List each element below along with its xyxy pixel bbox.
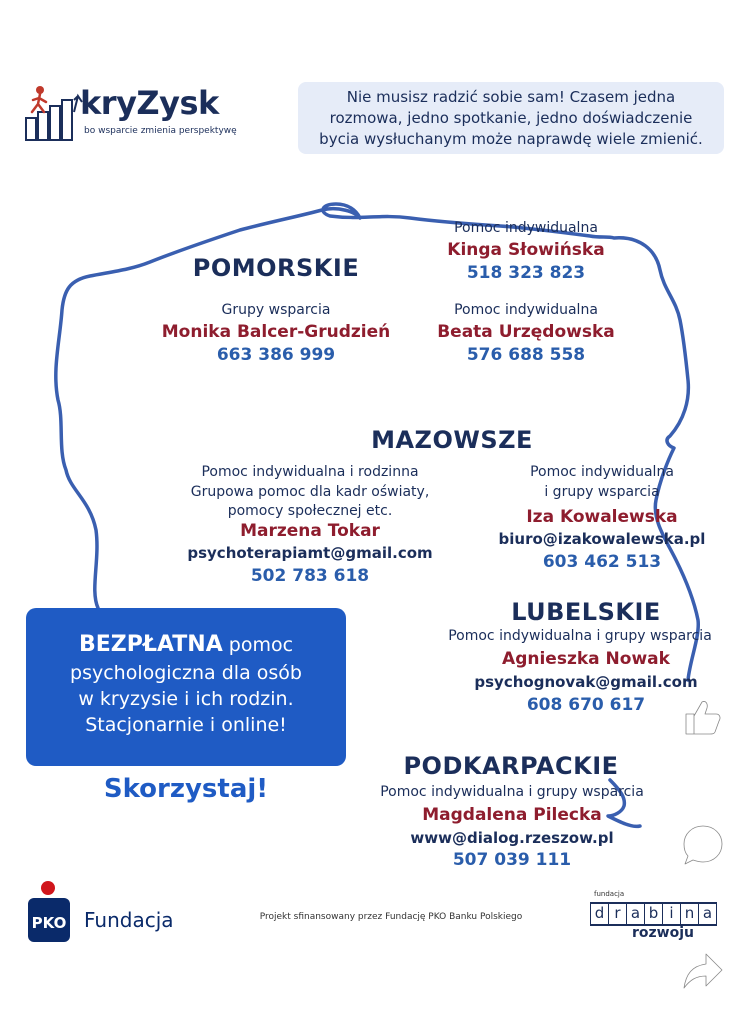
region-title-mazowsze: MAZOWSZE: [371, 426, 533, 454]
comment-icon: [680, 822, 726, 868]
drabina-small-label: fundacja: [594, 890, 625, 898]
pko-fundacja-logo: [24, 880, 184, 950]
contact-label: Pomoc indywidualna: [454, 220, 598, 236]
free-help-promo-box: [26, 608, 346, 766]
like-button[interactable]: [678, 694, 724, 740]
drabina-letter: n: [680, 904, 698, 924]
contact-name: Iza Kowalewska: [526, 507, 678, 527]
contact-name: Agnieszka Nowak: [502, 649, 670, 669]
drabina-letter: b: [644, 904, 662, 924]
region-title-lubelskie: LUBELSKIE: [511, 598, 661, 626]
region-title-podkarpackie: PODKARPACKIE: [403, 752, 619, 780]
pko-logo-icon: [24, 880, 76, 946]
quote-line-3: bycia wysłuchanym może naprawdę wiele zmienić.: [319, 130, 703, 148]
fundacja-label: Fundacja: [84, 908, 174, 932]
promo-bold: BEZPŁATNA: [78, 632, 223, 657]
contact-phone[interactable]: 576 688 558: [466, 345, 586, 365]
contact-email[interactable]: biuro@izakowalewska.pl: [498, 530, 706, 548]
promo-line-4: Stacjonarnie i online!: [85, 714, 287, 736]
contact-phone[interactable]: 603 462 513: [542, 552, 662, 572]
drabina-letter: r: [608, 904, 626, 924]
quote-line-1: Nie musisz radzić sobie sam! Czasem jedna: [346, 88, 676, 106]
quote-line-2: rozmowa, jedno spotkanie, jedno doświadczenie: [329, 109, 693, 127]
contact-phone[interactable]: 608 670 617: [526, 695, 646, 715]
comment-button[interactable]: [680, 822, 726, 868]
drabina-letter: a: [626, 904, 644, 924]
promo-line-1-rest: pomoc: [222, 634, 294, 656]
contact-label: Grupy wsparcia: [221, 302, 331, 318]
promo-line-3: w kryzysie i ich rodzin.: [78, 688, 294, 710]
contact-label: Pomoc indywidualna i rodzinna: [201, 464, 419, 480]
drabina-letters: [590, 902, 717, 926]
drabina-rozwoju-logo: [588, 892, 718, 946]
contact-name: Monika Balcer-Grudzień: [161, 322, 391, 342]
contact-label: pomocy społecznej etc.: [227, 503, 393, 519]
contact-label: Grupowa pomoc dla kadr oświaty,: [190, 484, 430, 500]
contact-phone[interactable]: 507 039 111: [452, 850, 572, 870]
contact-label: i grupy wsparcia: [544, 484, 660, 500]
share-icon: [680, 948, 726, 994]
share-button[interactable]: [680, 948, 726, 994]
stairs-person-icon: [24, 82, 84, 142]
drabina-letter: i: [662, 904, 680, 924]
logo-name: kryZysk: [80, 84, 219, 122]
contact-name: Beata Urzędowska: [437, 322, 615, 342]
contact-email[interactable]: www@dialog.rzeszow.pl: [410, 829, 614, 847]
drabina-letter: a: [698, 904, 717, 924]
contact-phone[interactable]: 518 323 823: [466, 263, 586, 283]
contact-label: Pomoc indywidualna: [454, 302, 598, 318]
contact-email[interactable]: psychognovak@gmail.com: [474, 673, 698, 691]
contact-phone[interactable]: 663 386 999: [216, 345, 336, 365]
drabina-rozwoju-label: rozwoju: [632, 925, 694, 941]
promo-line-1: [26, 632, 346, 657]
region-title-pomorskie: POMORSKIE: [192, 254, 360, 282]
logo-tagline: bo wsparcie zmienia perspektywę: [84, 126, 237, 136]
cta-text[interactable]: Skorzystaj!: [103, 774, 269, 804]
contact-label: Pomoc indywidualna i grupy wsparcia: [448, 628, 712, 644]
contact-email[interactable]: psychoterapiamt@gmail.com: [187, 544, 433, 562]
thumbs-up-icon: [678, 694, 724, 740]
contact-name: Marzena Tokar: [240, 521, 380, 541]
contact-phone[interactable]: 502 783 618: [250, 566, 370, 586]
project-note: Projekt sfinansowany przez Fundację PKO Banku Polskiego: [259, 912, 523, 922]
kryzysk-logo: [24, 82, 244, 144]
contact-label: Pomoc indywidualna: [530, 464, 674, 480]
contact-name: Magdalena Pilecka: [422, 805, 602, 825]
promo-line-2: psychologiczna dla osób: [70, 662, 302, 684]
contact-label: Pomoc indywidualna i grupy wsparcia: [380, 784, 644, 800]
drabina-letter: d: [590, 904, 608, 924]
quote-box: [298, 82, 724, 154]
contact-name: Kinga Słowińska: [447, 240, 605, 260]
pko-mark: PKO: [31, 914, 67, 932]
